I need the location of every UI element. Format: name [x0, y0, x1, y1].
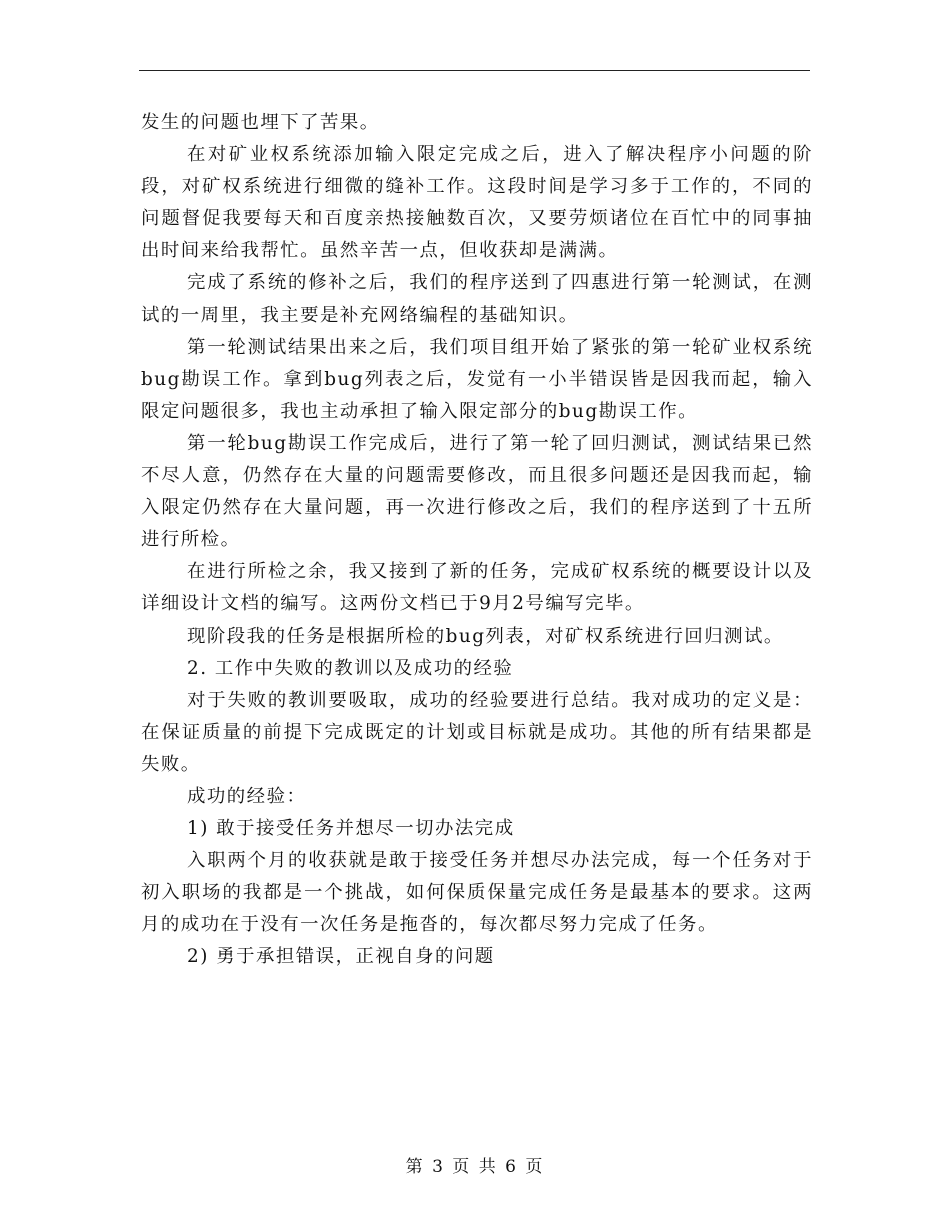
- paragraph: 在对矿业权系统添加输入限定完成之后，进入了解决程序小问题的阶段，对矿权系统进行细微的缝补工作。这段时间是学习多于工作的，不同的问题督促我要每天和百度亲热接触数百次，又要劳烦诸位在百忙中的同事抽出时间来给我帮忙。虽然辛苦一点，但收获却是满满。: [141, 144, 813, 262]
- page-body: [141, 107, 813, 974]
- paragraph: 第一轮bug勘误工作完成后，进行了第一轮了回归测试，测试结果已然不尽人意，仍然存在大量的问题需要修改，而且很多问题还是因我而起，输入限定仍然存在大量问题，再一次进行修改之后，我们的程序送到了十五所进行所检。: [141, 432, 813, 551]
- paragraph: 入职两个月的收获就是敢于接受任务并想尽办法完成，每一个任务对于初入职场的我都是一个挑战，如何保质保量完成任务是最基本的要求。这两月的成功在于没有一次任务是拖沓的，每次都尽努力完成了任务。: [141, 850, 813, 936]
- list-heading: 2) 勇于承担错误，正视自身的问题: [187, 946, 495, 968]
- section-heading: 2. 工作中失败的教训以及成功的经验: [187, 657, 514, 679]
- paragraph: 第一轮测试结果出来之后，我们项目组开始了紧张的第一轮矿业权系统bug勘误工作。拿到bug列表之后，发觉有一小半错误皆是因我而起，输入限定问题很多，我也主动承担了输入限定部分的bug勘误工作。: [141, 336, 813, 422]
- paragraph: 现阶段我的任务是根据所检的bug列表，对矿权系统进行回归测试。: [187, 625, 784, 647]
- paragraph: 在进行所检之余，我又接到了新的任务，完成矿权系统的概要设计以及详细设计文档的编写。这两份文档已于9月2号编写完毕。: [141, 561, 813, 615]
- paragraph: 对于失败的教训要吸取，成功的经验要进行总结。我对成功的定义是：在保证质量的前提下完成既定的计划或目标就是成功。其他的所有结果都是失败。: [141, 689, 813, 775]
- list-heading: 1) 敢于接受任务并想尽一切办法完成: [187, 818, 515, 840]
- paragraph-continuation: 发生的问题也埋下了苦果。: [141, 112, 380, 133]
- subheading: 成功的经验：: [187, 785, 307, 807]
- paragraph: 完成了系统的修补之后，我们的程序送到了四惠进行第一轮测试，在测试的一周里，我主要是补充网络编程的基础知识。: [141, 272, 813, 326]
- page-footer: 第 3 页 共 6 页: [405, 1157, 545, 1177]
- header-rule: [139, 70, 810, 71]
